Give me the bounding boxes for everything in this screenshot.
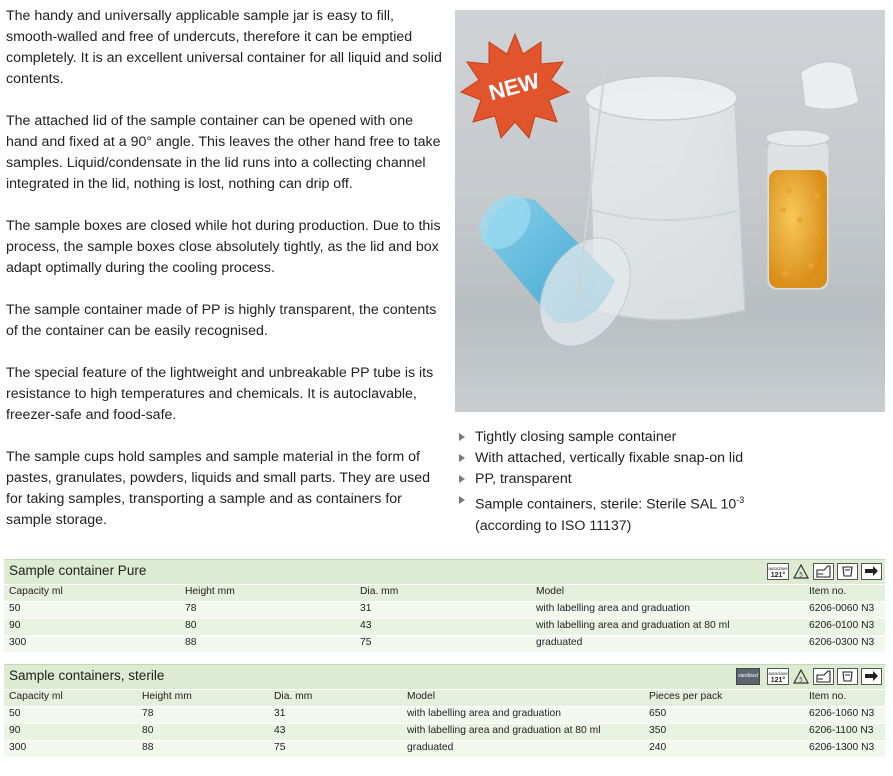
height-cell: 78 (185, 603, 197, 614)
item-number-cell: 6206-0300 N3 (809, 637, 875, 648)
model-cell: with labelling area and graduation (407, 708, 561, 719)
description-paragraph: The sample container made of PP is highly transparent, the contents of the container can be easily recognised. (6, 302, 437, 339)
feature-item-continued: (according to ISO 11137) (475, 517, 632, 534)
item-number-cell: 6206-0100 N3 (809, 620, 875, 631)
product-photo (455, 10, 885, 412)
feature-item: Tightly closing sample container (457, 427, 887, 448)
feature-item: With attached, vertically fixable snap-on lid (457, 448, 887, 469)
item-number-cell: 6206-1060 N3 (809, 708, 875, 719)
diameter-cell: 43 (360, 620, 372, 631)
height-cell: 80 (185, 620, 197, 631)
table-header-bar (4, 664, 885, 689)
table-title: Sample container Pure (9, 563, 147, 578)
column-header: Capacity ml (9, 691, 63, 702)
model-cell: with labelling area and graduation at 80 ml (407, 725, 601, 736)
diameter-cell: 75 (360, 637, 372, 648)
pieces-cell: 350 (649, 725, 667, 736)
cup-icon (837, 563, 858, 580)
table-sample-containers-sterile (4, 664, 885, 757)
column-header: Capacity ml (9, 586, 63, 597)
column-header: Dia. mm (360, 586, 399, 597)
column-header: Height mm (142, 691, 192, 702)
capacity-cell: 90 (9, 620, 21, 631)
capacity-cell: 50 (9, 708, 21, 719)
bullet-arrow-icon (459, 496, 465, 504)
table-title: Sample containers, sterile (9, 668, 165, 683)
description-paragraph: The handy and universally applicable sample jar is easy to fill, smooth-walled and free of undercuts, therefore it can be emptied completely. It is an excellent universal container for all liquid and solid contents. (6, 8, 442, 87)
capacity-cell: 300 (9, 637, 27, 648)
capacity-cell: 300 (9, 742, 27, 753)
item-number-cell: 6206-1100 N3 (809, 725, 874, 736)
autoclave-icon: autoclave 121° (767, 668, 789, 685)
column-header: Model (407, 691, 436, 702)
property-icons (736, 668, 882, 685)
description-paragraph: The sample cups hold samples and sample material in the form of pastes, granulates, powders, liquids and small parts. They are used for taking samples, transporting a sample and as containers for sample storage. (6, 449, 431, 528)
description-paragraph: The sample boxes are closed while hot during production. Due to this process, the sample boxes close absolutely tightly, as the lid and box adapt optimally during the cooling process. (6, 218, 441, 276)
item-number-cell: 6206-1300 N3 (809, 742, 875, 753)
height-cell: 88 (142, 742, 154, 753)
column-header: Item no. (809, 691, 847, 702)
model-cell: graduated (407, 742, 454, 753)
column-header: Dia. mm (274, 691, 313, 702)
bullet-arrow-icon (459, 475, 465, 483)
height-cell: 88 (185, 637, 197, 648)
recycling-triangle-icon (792, 668, 810, 685)
graduation-icon (813, 668, 834, 685)
column-header: Pieces per pack (649, 691, 723, 702)
svg-text:5: 5 (799, 571, 803, 579)
table-sample-container-pure (4, 559, 885, 652)
description-text (6, 6, 446, 552)
model-cell: graduated (536, 637, 583, 648)
new-badge-label: NEW (486, 67, 543, 106)
column-header: Item no. (809, 586, 847, 597)
diameter-cell: 31 (274, 708, 286, 719)
table-row (4, 740, 885, 757)
diameter-cell: 75 (274, 742, 286, 753)
property-icons (767, 563, 882, 580)
graduation-icon (813, 563, 834, 580)
recycling-triangle-icon (792, 563, 810, 580)
table-row (4, 601, 885, 618)
sterile-exponent: -3 (736, 495, 745, 505)
sterile-icon: sterilized (736, 668, 760, 685)
table-row (4, 723, 885, 740)
table-row (4, 635, 885, 652)
cup-icon (837, 668, 858, 685)
table-row (4, 706, 885, 723)
description-paragraph: The attached lid of the sample container can be opened with one hand and fixed at a 90° angle. This leaves the other hand free to take samples. Liquid/condensate in the lid runs into a collecting channel integrated in the lid, nothing is lost, nothing can drip off. (6, 113, 441, 192)
table-header-row (4, 689, 885, 706)
capacity-cell: 50 (9, 603, 21, 614)
model-cell: with labelling area and graduation (536, 603, 690, 614)
new-badge (459, 30, 571, 142)
column-header: Height mm (185, 586, 235, 597)
hinged-lid-icon (861, 668, 882, 685)
feature-list (457, 427, 887, 537)
bullet-arrow-icon (459, 433, 465, 441)
table-header-row (4, 584, 885, 601)
diameter-cell: 31 (360, 603, 372, 614)
table-header-bar (4, 559, 885, 584)
table-row (4, 618, 885, 635)
capacity-cell: 90 (9, 725, 21, 736)
hinged-lid-icon (861, 563, 882, 580)
diameter-cell: 43 (274, 725, 286, 736)
pieces-cell: 650 (649, 708, 667, 719)
height-cell: 80 (142, 725, 154, 736)
bullet-arrow-icon (459, 454, 465, 462)
height-cell: 78 (142, 708, 154, 719)
autoclave-icon: autoclave 121° (767, 563, 789, 580)
pieces-cell: 240 (649, 742, 667, 753)
item-number-cell: 6206-0060 N3 (809, 603, 875, 614)
model-cell: with labelling area and graduation at 80 ml (536, 620, 730, 631)
column-header: Model (536, 586, 565, 597)
svg-text:5: 5 (799, 676, 803, 684)
feature-item: PP, transparent (457, 469, 887, 490)
feature-item: Sample containers, sterile: Sterile SAL $10^{-3}$ (457, 490, 887, 516)
description-paragraph: The special feature of the lightweight and unbreakable PP tube is its resistance to high temperatures and chemicals. It is autoclavable, freezer-safe and food-safe. (6, 365, 434, 423)
